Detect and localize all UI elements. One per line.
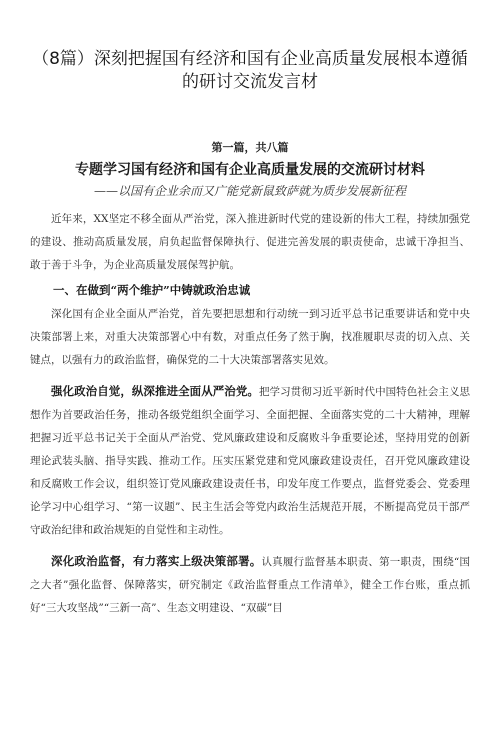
section-heading-1: 一、在做到“两个维护”中铸就政治忠诚 (53, 283, 251, 297)
section-title: 专题学习国有经济和国有企业高质量发展的交流研讨材料 (75, 162, 425, 178)
section-subtitle: ——以国有企业余而又广能党新鼠致萨就为质步发展新征程 (93, 184, 406, 198)
section-1-paragraph: 深化国有企业全面从严治党，首先要把思想和行动统一到习近平总书记重要讲话和党中央决策部署上来，对重大决策部署心中有数，对重点任务了然于胸，找准履职尽责的切入点、关键点，以强有力的政治监督，确保党的二十大决策部署落实见效。 (30, 308, 470, 366)
part-label: 第一篇，共八篇 (211, 141, 289, 154)
paragraph-political-supervision (30, 550, 470, 620)
paragraph-political-awareness (30, 380, 470, 542)
paragraph-body: 认真履行监督基本职责、第一职责，围绕“国之大者”强化监督、保障落实，研究制定《政治监督重点工作清单》，健全工作台账，重点抓好“三大攻坚战”“三新一高”、生态文明建设、“双碳”目 (30, 556, 470, 614)
document-page (0, 48, 500, 755)
intro-paragraph: 近年来，XX坚定不移全面从严治党，深入推进新时代党的建设新的伟大工程，持续加强党的建设、推动高质量发展，肩负起监督保障执行、促进完善发展的职责使命，忠诚干净担当、敢于善于斗争，为企业高质量发展保驾护航。 (30, 213, 470, 271)
paragraph-lead: 强化政治自觉，纵深推进全面从严治党。 (51, 384, 259, 398)
document-title: （8篇）深刻把握国有经济和国有企业高质量发展根本遵循的研讨交流发言材 (32, 49, 468, 92)
paragraph-body: 把学习贯彻习近平新时代中国特色社会主义思想作为首要政治任务，推动各级党组织全面学习、全面把握、全面落实党的二十大精神，理解把握习近平总书记关于全面从严治党、党风廉政建设和反腐败斗争重要论述，坚持用党的创新理论武装头脑、指导实践、推动工作。压实压紧党建和党风廉政建设责任，召开党风廉政建设和反腐败工作会议，组织签订党风廉政建设责任书，印发年度工作要点，监督党委会、党委理论学习中心组学习、“第一议题”、民主生活会等党内政治生活规范开展，不断提高党员干部严守政治纪律和政治规矩的自觉性和主动性。 (30, 386, 471, 536)
paragraph-lead: 深化政治监督，有力落实上级决策部署。 (51, 554, 262, 568)
